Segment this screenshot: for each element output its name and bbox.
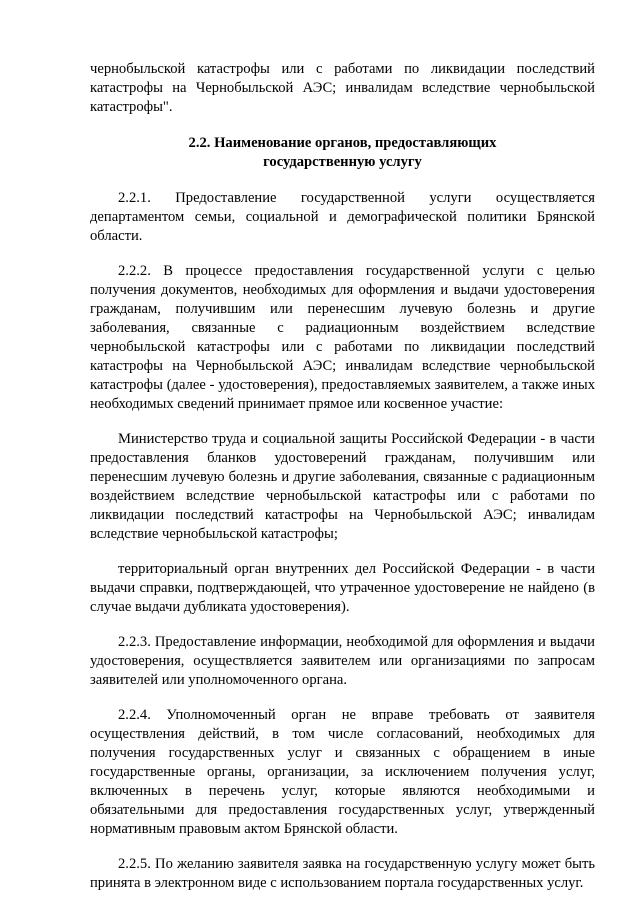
paragraph-2-2-5: 2.2.5. По желанию заявителя заявка на государственную услугу может быть принята в электронном виде с использованием портала государственных услуг.	[90, 856, 595, 891]
spacer	[90, 414, 595, 430]
section-heading-line-1: 2.2. Наименование органов, предоставляющих	[188, 135, 497, 151]
spacer	[90, 172, 595, 189]
document-page	[90, 60, 595, 893]
intro-paragraph: чернобыльской катастрофы или с работами по ликвидации последствий катастрофы на Чернобыльской АЭС; инвалидам вследствие чернобыльской катастрофы".	[90, 61, 595, 115]
spacer	[90, 117, 595, 134]
section-heading-line-2: государственную услугу	[263, 154, 422, 170]
spacer	[90, 839, 595, 855]
paragraph-internal-affairs: территориальный орган внутренних дел Российской Федерации - в части выдачи справки, подтверждающей, что утраченное удостоверение не найдено (в случае выдачи дубликата удостоверения).	[90, 561, 595, 615]
paragraph-2-2-1: 2.2.1. Предоставление государственной услуги осуществляется департаментом семьи, социальной и демографической политики Брянской области.	[90, 190, 595, 244]
paragraph-ministry: Министерство труда и социальной защиты Российской Федерации - в части предоставления бланков удостоверений гражданам, получившим или перенесшим лучевую болезнь и другие заболевания, связанные с радиационным воздействием вследствие чернобыльской катастрофы или с работами по ликвидации последствий катастрофы на Чернобыльской АЭС; инвалидам вследствие чернобыльской катастрофы;	[90, 431, 595, 542]
spacer	[90, 690, 595, 706]
spacer	[90, 246, 595, 262]
paragraph-2-2-4: 2.2.4. Уполномоченный орган не вправе требовать от заявителя осуществления действий, в том числе согласований, необходимых для получения государственных услуг и связанных с обращением в иные государственные органы, организации, за исключением получения услуг, включенных в перечень услуг, которые являются необходимыми и обязательными для предоставления государственных услуг, утвержденный нормативным правовым актом Брянской области.	[90, 707, 595, 837]
paragraph-2-2-2: 2.2.2. В процессе предоставления государственной услуги с целью получения документов, необходимых для оформления и выдачи удостоверения гражданам, получившим или перенесшим лучевую болезнь и другие заболевания, связанные с радиационным воздействием вследствие чернобыльской катастрофы или с работами по ликвидации последствий катастрофы на Чернобыльской АЭС; инвалидам вследствие чернобыльской катастрофы (далее - удостоверения), предоставляемых заявителем, а также иных необходимых сведений принимает прямое или косвенное участие:	[90, 263, 595, 412]
spacer	[90, 544, 595, 560]
paragraph-2-2-3: 2.2.3. Предоставление информации, необходимой для оформления и выдачи удостоверения, осуществляется заявителем или организациями по запросам заявителей или уполномоченного органа.	[90, 634, 595, 688]
spacer	[90, 617, 595, 633]
